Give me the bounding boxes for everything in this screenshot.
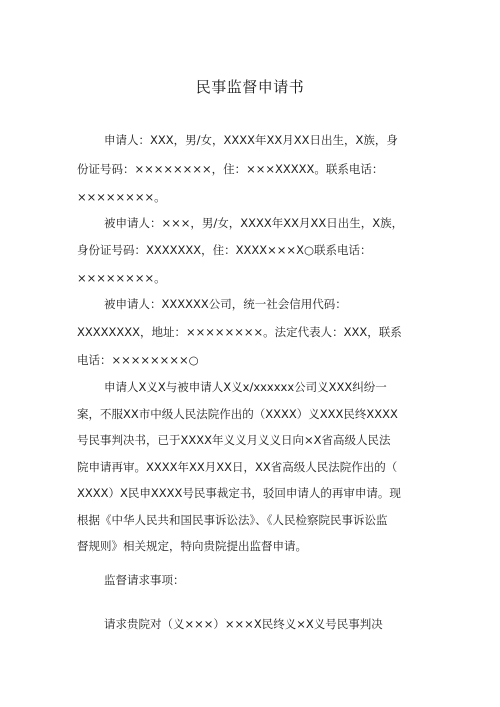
respondent-person-line-2: 身份证号码：XXXXXXX，住：XXXX×××X○联系电话： <box>77 243 372 257</box>
case-facts-line-1: 申请人X义X与被申请人X义x/xxxxxx公司义XXX纠纷一 <box>104 380 387 394</box>
case-facts-line-2: 案，不服XX市中级人民法院作出的（XXXX）义XXX民终XXXX <box>77 407 398 421</box>
request-item-line-1: 请求贵院对（义×××）×××X民终义×X义号民事判决 <box>104 617 383 631</box>
request-heading: 监督请求事项： <box>104 573 185 587</box>
case-facts-line-7: 督规则》相关规定，特向贵院提出监督申请。 <box>77 539 307 553</box>
respondent-company-line-1: 被申请人：XXXXXX公司，统一社会信用代码： <box>104 297 347 311</box>
case-facts-line-3: 号民事判决书，已于XXXX年义义月义义日向×X省高级人民法 <box>77 433 391 447</box>
respondent-person-line-1: 被申请人：×××，男/女，XXXX年XX月XX日出生，X族， <box>104 216 404 230</box>
case-facts-line-4: 院申请再审。XXXX年XX月XX日，XX省高级人民法院作出的（ <box>77 460 398 474</box>
respondent-company-line-3: 电话：××××××××○ <box>77 353 199 367</box>
case-facts-line-5: XXXX）X民申XXXX号民事裁定书，驳回申请人的再审申请。现 <box>77 486 401 500</box>
respondent-person-line-3: ××××××××。 <box>77 271 166 285</box>
document-title: 民事监督申请书 <box>195 78 305 96</box>
applicant-line-2: 份证号码：××××××××，住：×××XXXXX。联系电话： <box>77 162 384 176</box>
case-facts-line-6: 根据《中华人民共和国民事诉讼法》、《人民检察院民事诉讼监 <box>77 513 388 527</box>
applicant-line-3: ××××××××。 <box>77 190 166 204</box>
respondent-company-line-2: XXXXXXXX，地址：××××××××。法定代表人：XXX，联系 <box>77 325 402 339</box>
applicant-line-1: 申请人：XXX，男/女，XXXX年XX月XX日出生，X族，身 <box>104 133 398 147</box>
